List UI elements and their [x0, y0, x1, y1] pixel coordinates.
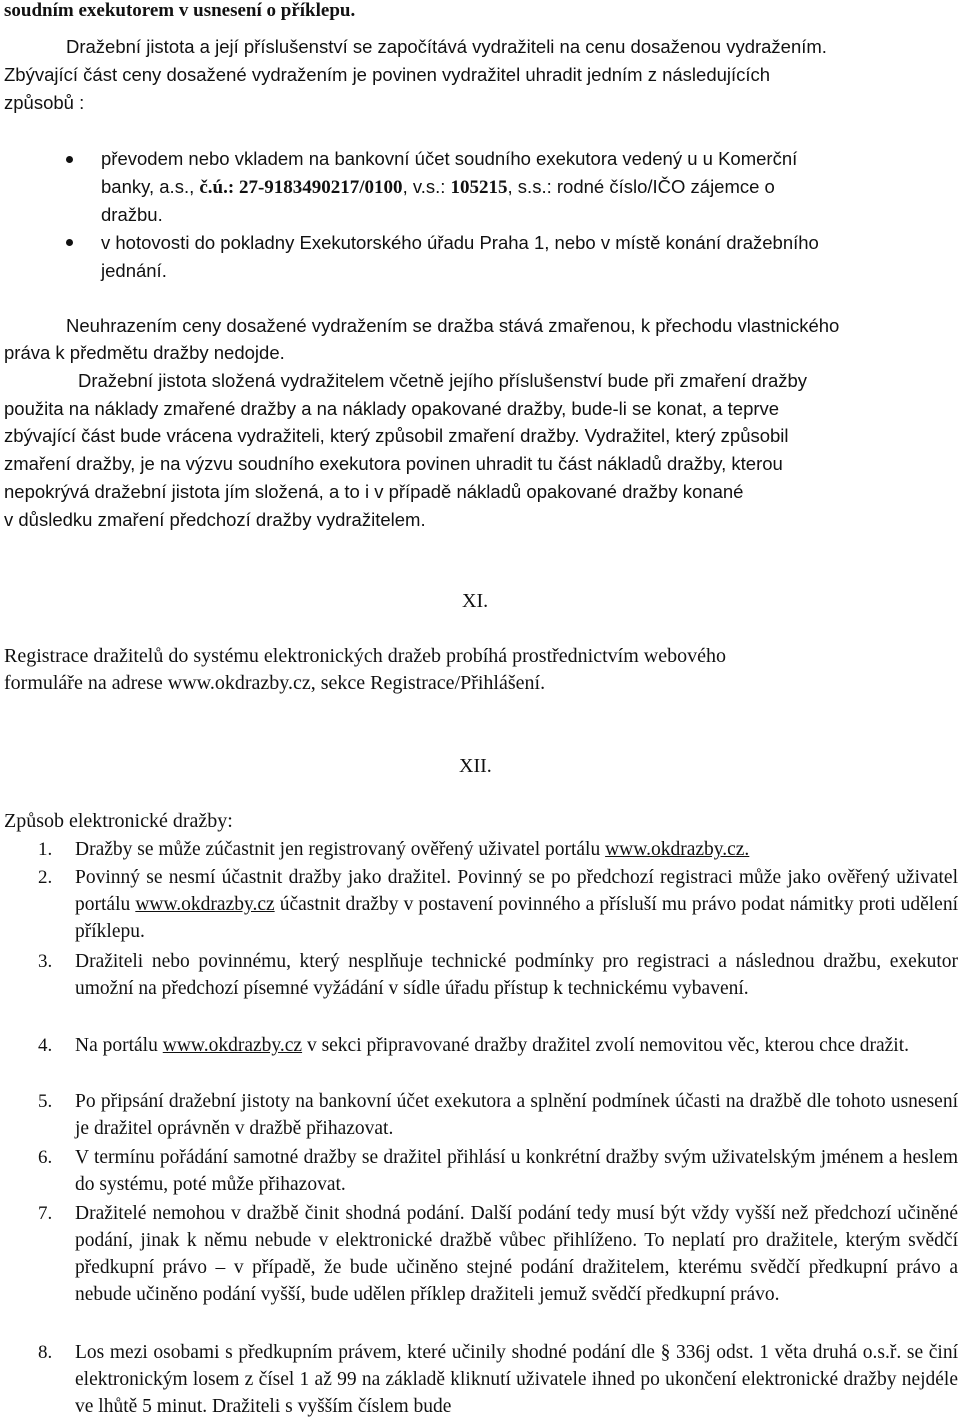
bullet-dot-icon — [66, 156, 73, 163]
list-number: 8. — [38, 1342, 53, 1363]
list-number: 6. — [38, 1147, 53, 1168]
para3-line2: použita na náklady zmařené dražby a na náklady opakované dražby, bude-li se konat, a teprve — [4, 398, 780, 419]
okdrazby-link[interactable]: www.okdrazby.cz — [135, 894, 275, 915]
bank-name: banky, a.s., — [101, 176, 200, 197]
bullet2-line1: v hotovosti do pokladny Exekutorského úřadu Praha 1, nebo v místě konání dražebního — [101, 232, 819, 253]
list-item: Na portálu www.okdrazby.cz v sekci připravované dražby dražitel zvolí nemovitou věc, kterou chce dražit. — [75, 1035, 910, 1056]
section-xi-heading: XI. — [462, 590, 489, 612]
list-item: Dražiteli nebo povinnému, který nesplňuje technické podmínky pro registraci a následnou dražbu, exekutor umožní na předchozí písemné vyžádání v sídle úřadu přístup k technickému vybavení. — [75, 951, 958, 999]
bullet1-line1: převodem nebo vkladem na bankovní účet soudního exekutora vedený u u Komerční — [101, 148, 798, 169]
list-item: Povinný se nesmí účastnit dražby jako dražitel. Povinný se po předchozí registraci může jako ověřený uživatel portálu www.okdrazby.cz účastnit dražby v postavení povinného a přísluší mu právo podat námitky proti udělení příklepu. — [75, 867, 958, 942]
para1-line1: Dražební jistota a její příslušenství se započítává vydražiteli na cenu dosaženou vydražením. — [66, 36, 827, 57]
para3-line3: zbývající část bude vrácena vydražiteli, který způsobil zmaření dražby. Vydražitel, který způsobil — [4, 425, 789, 446]
para1-line2: Zbývající část ceny dosažené vydražením je povinen vydražitel uhradit jedním z následujících — [4, 64, 771, 85]
list-number: 5. — [38, 1091, 53, 1112]
vs-label: , v.s.: — [402, 176, 451, 197]
list-item: V termínu pořádání samotné dražby se dražitel přihlásí u konkrétní dražby svým uživatelským jménem a heslem do systému, poté může přihazovat. — [75, 1147, 958, 1195]
section-xi-line2: formuláře na adrese www.okdrazby.cz, sekce Registrace/Přihlášení. — [4, 672, 546, 694]
list-item: Dražitelé nemohou v dražbě činit shodná podání. Další podání tedy musí být vždy vyšší než předchozí učiněné podání, jinak k němu nebude v elektronické dražbě vůbec přihlíženo. To neplatí pro dražitele, kterým svědčí předkupní právo – v případě, že bude učiněno stejné podání dražitelem, kterému svědčí předkupní právo a nebude učiněno podání vyšší, bude udělen příklep dražiteli jemuž svědčí předkupní právo. — [75, 1203, 958, 1305]
para3-line5: nepokrývá dražební jistota jím složená, a to i v případě nákladů opakované dražby konané — [4, 481, 744, 502]
list-item: Po připsání dražební jistoty na bankovní účet exekutora a splnění podmínek účasti na dražbě dle tohoto usnesení je dražitel oprávněn v dražbě přihazovat. — [75, 1091, 958, 1139]
list-item: Los mezi osobami s předkupním právem, které učinily shodné podání dle § 336j odst. 1 věta druhá o.s.ř. se činí elektronickým losem z čísel 1 až 99 na základě kliknutí uživatele ihned po ukončení elektronické dražby nejdéle ve lhůtě 5 minut. Dražiteli s vyšším číslem bude — [75, 1342, 958, 1417]
bullet-dot-icon — [66, 239, 73, 246]
section-xi-line1: Registrace dražitelů do systému elektronických dražeb probíhá prostřednictvím webového — [4, 645, 726, 667]
para3-line6: v důsledku zmaření předchozí dražby vydražitelem. — [4, 509, 426, 530]
list-number: 4. — [38, 1035, 53, 1056]
okdrazby-link[interactable]: www.okdrazby.cz. — [605, 839, 750, 860]
para3-line4: zmaření dražby, je na výzvu soudního exekutora povinen uhradit tu část nákladů dražby, kterou — [4, 453, 783, 474]
okdrazby-link[interactable]: www.okdrazby.cz — [162, 1035, 303, 1056]
list-number: 7. — [38, 1203, 53, 1224]
list-item: Dražby se může zúčastnit jen registrovaný ověřený uživatel portálu www.okdrazby.cz. — [75, 839, 750, 860]
section-xii-heading: XII. — [459, 755, 492, 777]
variable-symbol: 105215 — [450, 177, 508, 198]
bullet2-line2: jednání. — [101, 260, 167, 281]
top-line: soudním exekutorem v usnesení o příklepu. — [4, 0, 356, 21]
ss-label: , s.s.: rodné číslo/IČO zájemce o — [507, 176, 775, 197]
section-xii-intro: Způsob elektronické dražby: — [4, 810, 233, 832]
bullet1-line2 — [101, 176, 775, 199]
para3-line1: Dražební jistota složená vydražitelem včetně jejího příslušenství bude při zmaření dražby — [78, 370, 808, 391]
bullet1-line3: dražbu. — [101, 204, 163, 225]
account-number: č.ú.: 27-9183490217/0100 — [199, 177, 403, 198]
para2-line1: Neuhrazením ceny dosažené vydražením se dražba stává zmařenou, k přechodu vlastnického — [66, 315, 840, 336]
list-number: 3. — [38, 951, 53, 972]
list-number: 1. — [38, 839, 53, 860]
list-number: 2. — [38, 867, 53, 888]
para1-line3: způsobů : — [4, 92, 85, 113]
para2-line2: práva k předmětu dražby nedojde. — [4, 342, 285, 363]
